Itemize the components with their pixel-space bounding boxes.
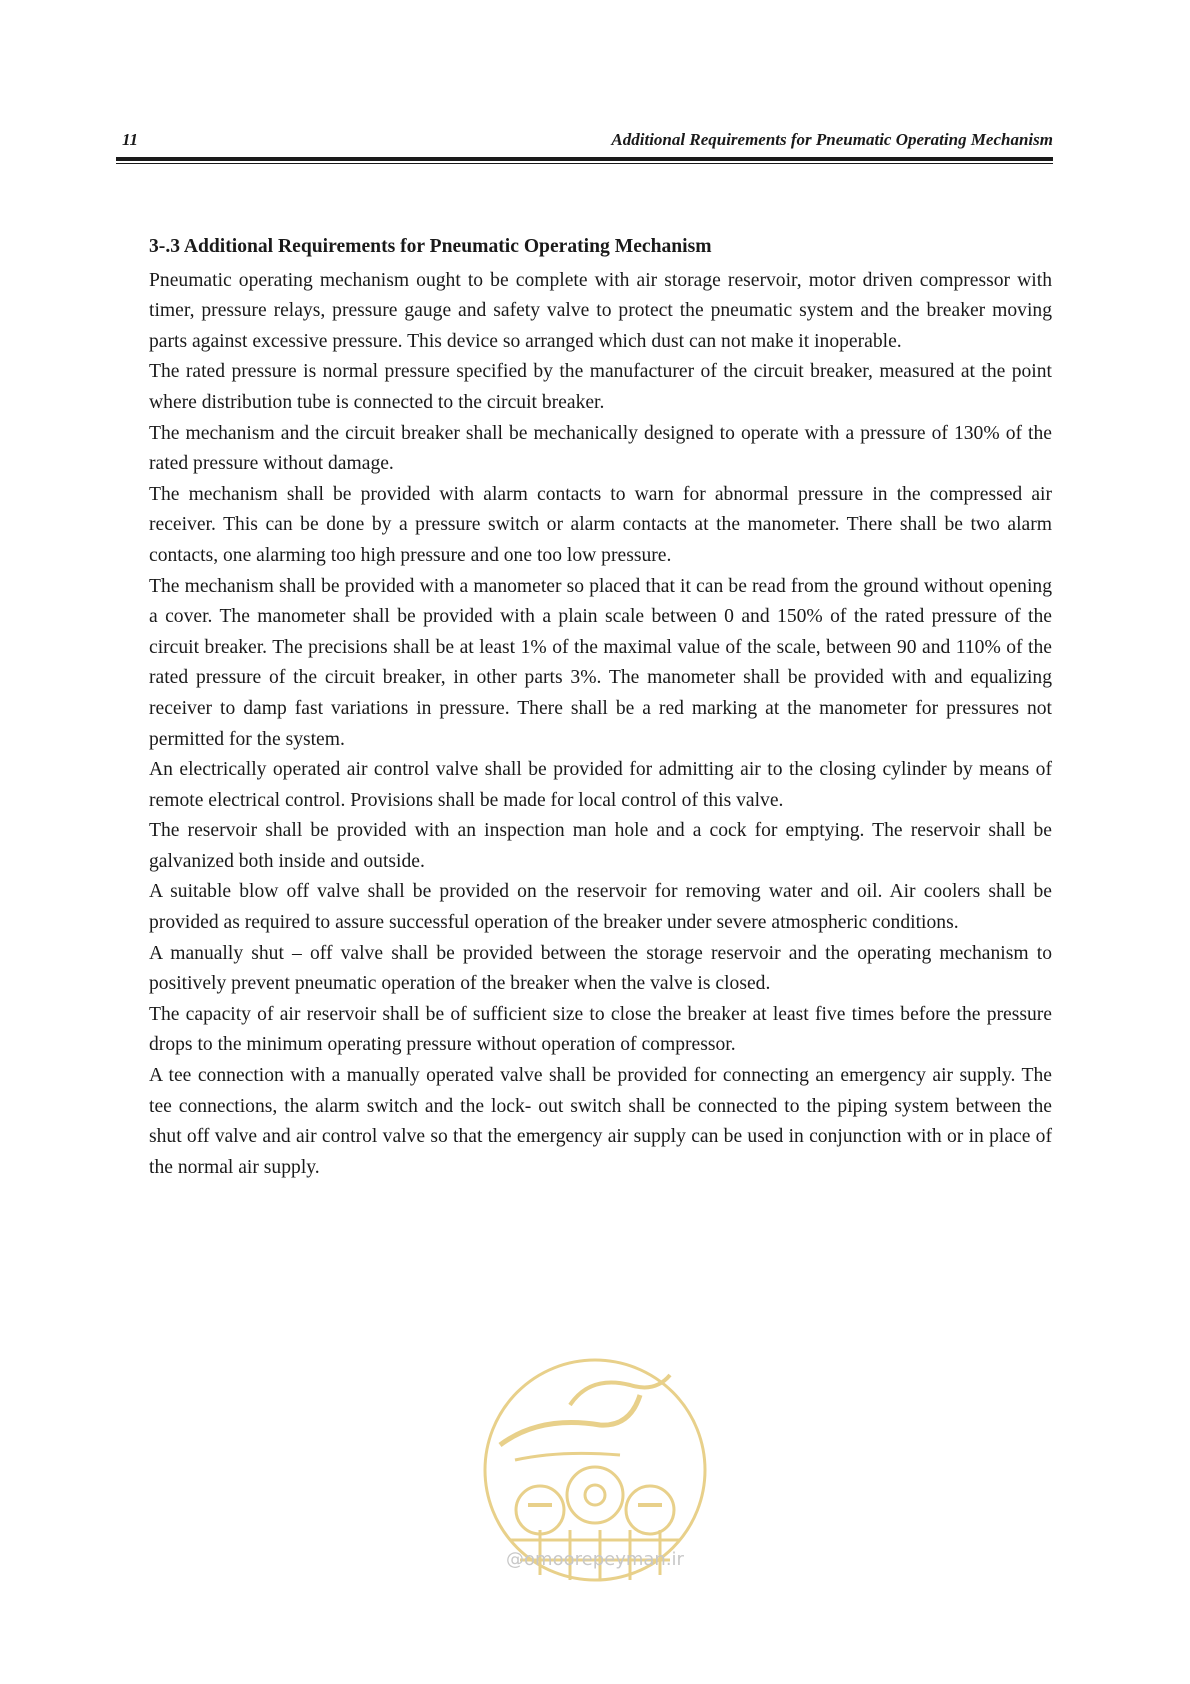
header-rule-thick [116,157,1053,161]
paragraph: The mechanism shall be provided with a manometer so placed that it can be read from the ground without opening a cover. The manometer shall be provided with a plain scale between 0 and 150% of the rated pressure of the circuit breaker. The precisions shall be at least 1% of the maximal value of the scale, between 90 and 110% of the rated pressure of the circuit breaker, in other parts 3%. The manometer shall be provided with and equalizing receiver to damp fast variations in pressure. There shall be a red marking at the manometer for pressures not permitted for the system. [149,575,1052,750]
paragraph: An electrically operated air control valve shall be provided for admitting air to the closing cylinder by means of remote electrical control. Provisions shall be made for local control of this valve. [149,759,1052,811]
page-number: 11 [122,130,139,149]
paragraph: The mechanism and the circuit breaker shall be mechanically designed to operate with a pressure of 130% of the rated pressure without damage. [149,422,1052,475]
page-header [116,130,1053,154]
paragraph: The mechanism shall be provided with alarm contacts to warn for abnormal pressure in the compressed air receiver. This can be done by a pressure switch or alarm contacts at the manometer. There shall be two alarm contacts, one alarming too high pressure and one too low pressure. [149,483,1052,566]
paragraph: A tee connection with a manually operated valve shall be provided for connecting an emergency air supply. The tee connections, the alarm switch and the lock- out switch shall be connected to the piping system between the shut off valve and air control valve so that the emergency air supply can be used in conjunction with or in place of the normal air supply. [149,1065,1052,1178]
section-heading: 3-.3 Additional Requirements for Pneumatic Operating Mechanism [149,236,712,257]
paragraph: The reservoir shall be provided with an inspection man hole and a cock for emptying. The reservoir shall be galvanized both inside and outside. [149,820,1052,872]
paragraph: The capacity of air reservoir shall be of sufficient size to close the breaker at least five times before the pressure drops to the minimum operating pressure without operation of compressor. [149,1003,1052,1056]
paragraph: The rated pressure is normal pressure specified by the manufacturer of the circuit breaker, measured at the point where distribution tube is connected to the circuit breaker. [149,361,1052,413]
paragraph: A manually shut – off valve shall be provided between the storage reservoir and the operating mechanism to positively prevent pneumatic operation of the breaker when the valve is closed. [149,942,1052,995]
paragraph: Pneumatic operating mechanism ought to be complete with air storage reservoir, motor driven compressor with timer, pressure relays, pressure gauge and safety valve to protect the pneumatic system and the breaker moving parts against excessive pressure. This device so arranged which dust can not make it inoperable. [149,269,1052,352]
running-title: Additional Requirements for Pneumatic Operating Mechanism [611,130,1053,149]
header-rule-thin [116,163,1053,164]
paragraph: A suitable blow off valve shall be provided on the reservoir for removing water and oil. Air coolers shall be provided as required to assure successful operation of the breaker under severe atmospheric conditions. [149,881,1052,934]
watermark-url: @omoorepeyman.ir [506,1549,684,1570]
section-body [149,232,1052,1183]
